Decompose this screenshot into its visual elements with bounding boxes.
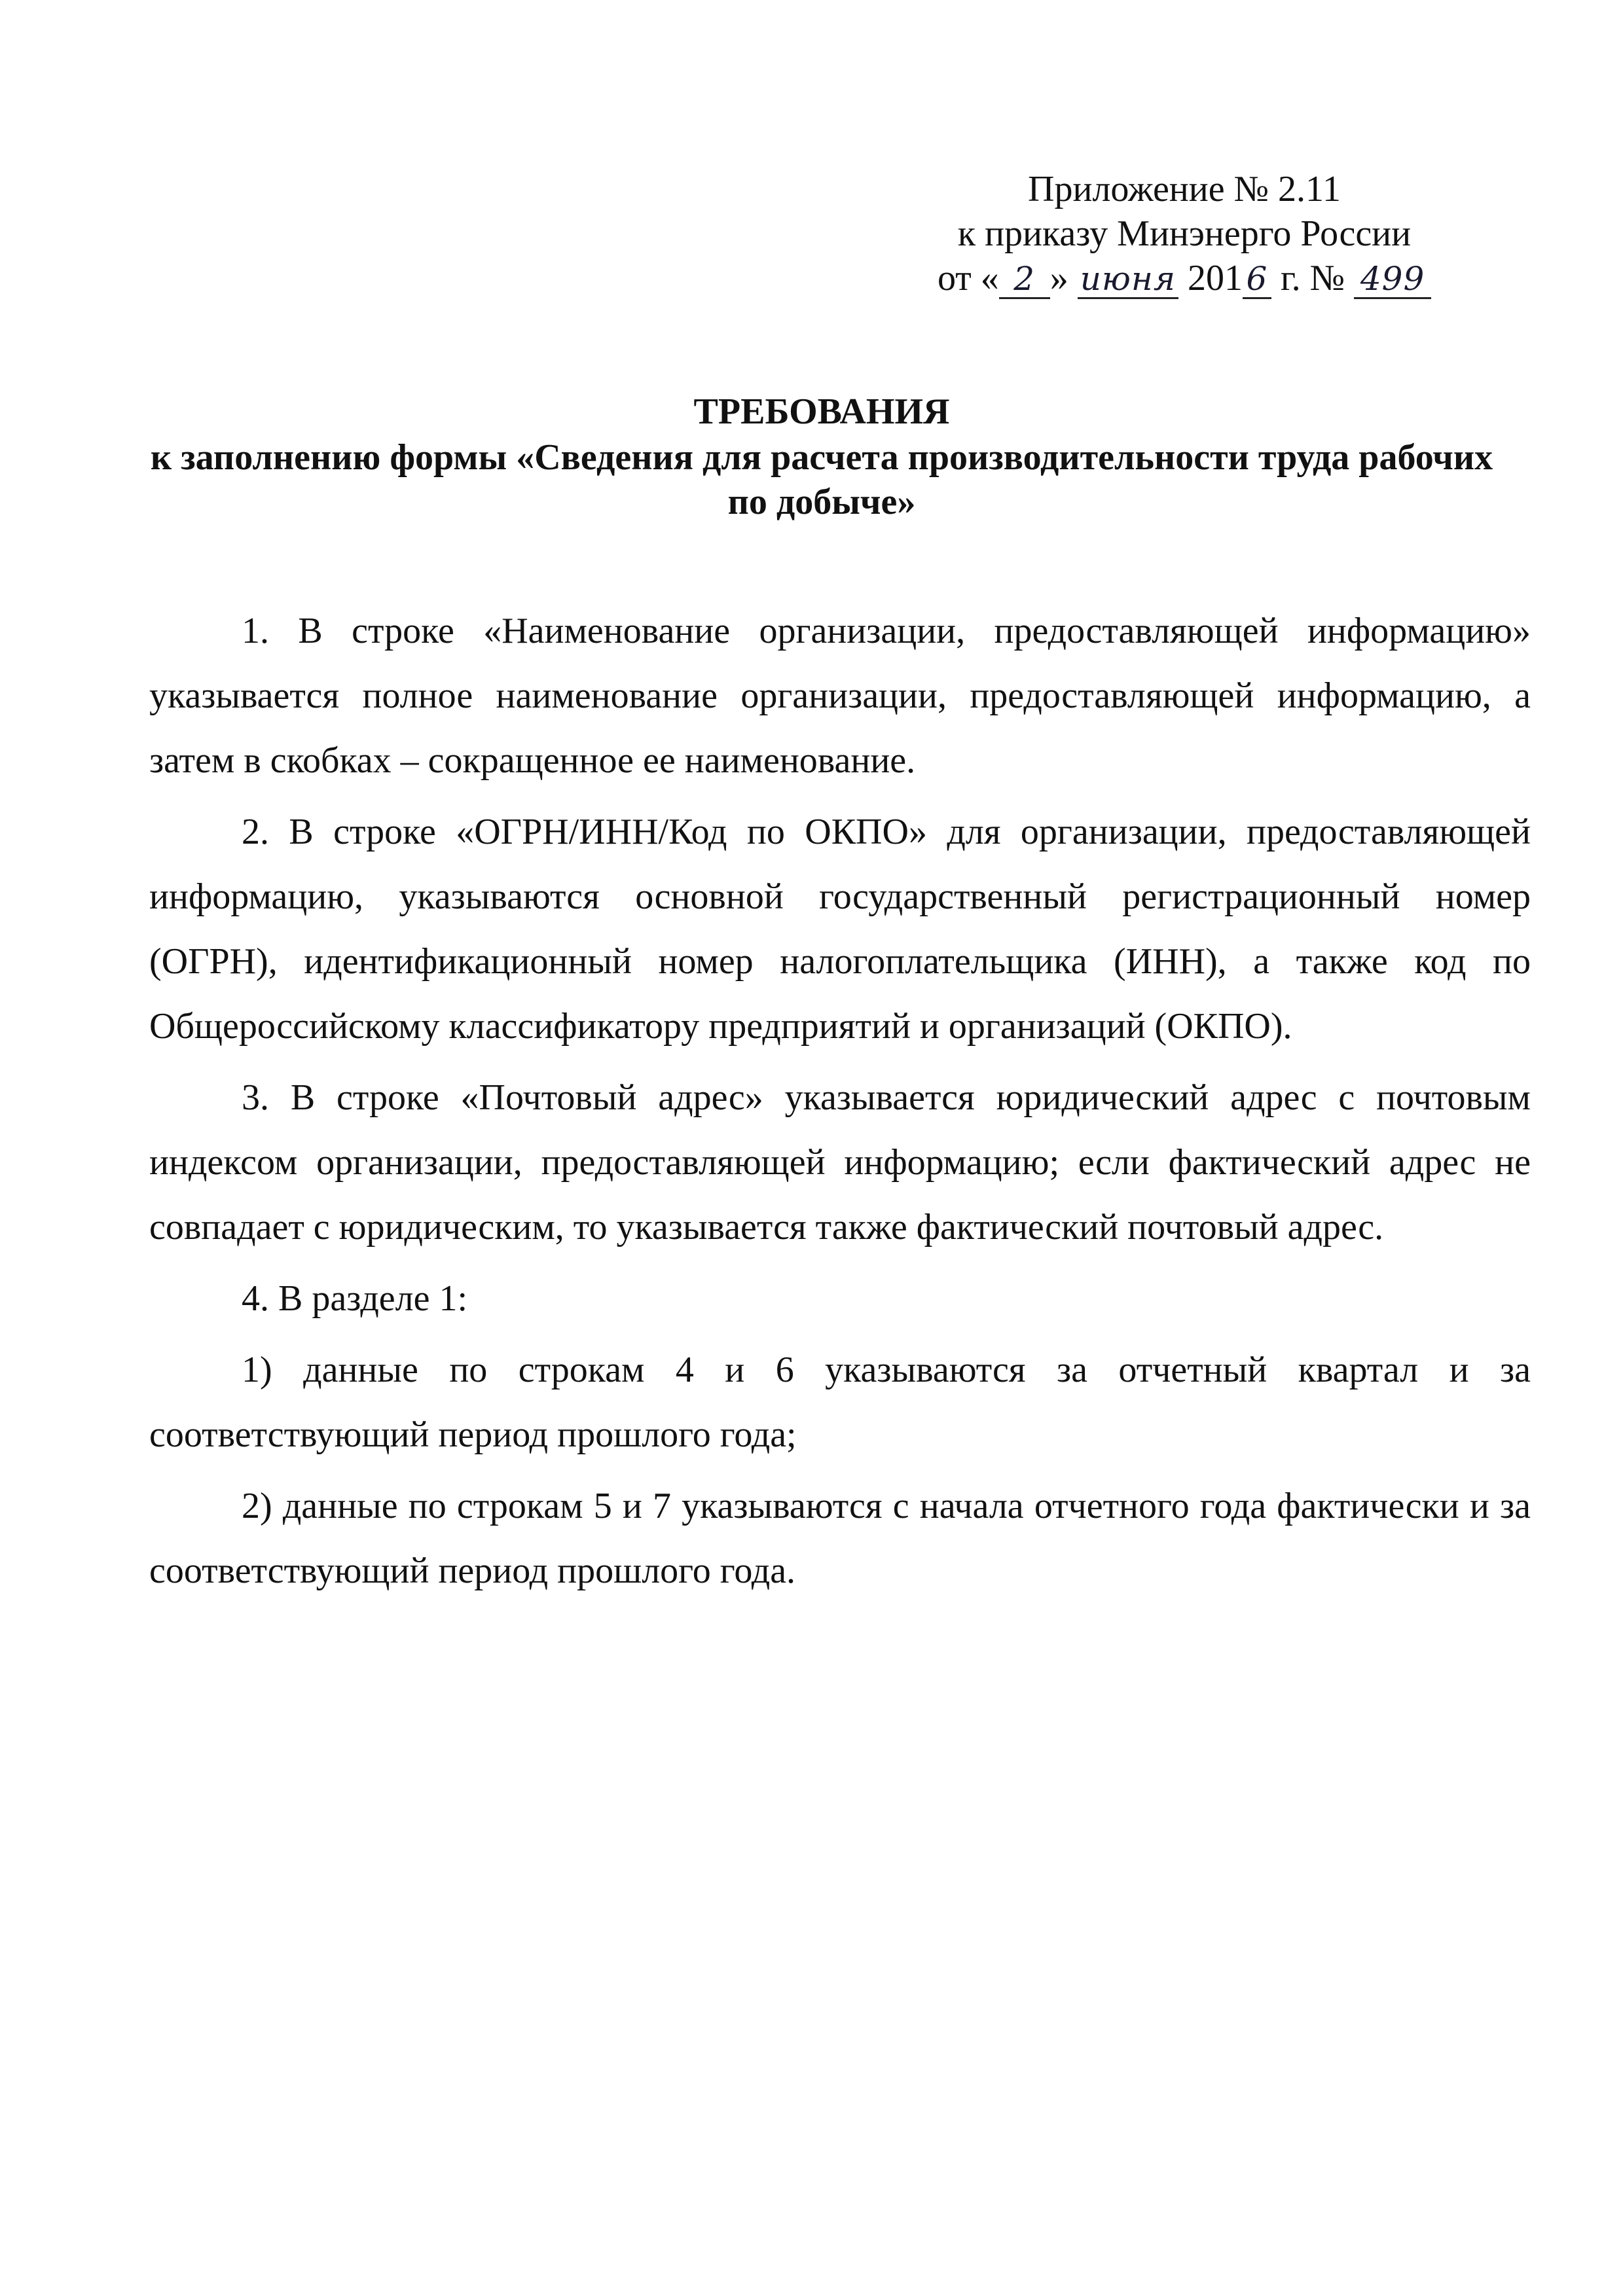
date-prefix: от « (937, 258, 999, 298)
date-month-handwritten: июня (1078, 260, 1178, 299)
paragraph-4-item-2: 2) данные по строкам 5 и 7 указываются с начала отчетного года фактически и за соответствующий период прошлого года. (149, 1486, 1531, 1591)
order-date-line (870, 256, 1499, 300)
title-heading: ТРЕБОВАНИЯ (693, 391, 950, 432)
date-day-handwritten: 2 (999, 260, 1050, 299)
document-title (131, 389, 1512, 524)
date-year-prefix: 201 (1187, 258, 1243, 298)
paragraph-4: 4. В разделе 1: (242, 1278, 468, 1319)
date-mid: » (1049, 258, 1068, 298)
title-subheading: к заполнению формы «Сведения для расчета производительности труда рабочих по добыче» (150, 437, 1493, 522)
document-body (149, 599, 1531, 1610)
appendix-number: Приложение № 2.11 (1028, 169, 1341, 209)
order-number-handwritten: 499 (1354, 260, 1431, 299)
paragraph-2: 2. В строке «ОГРН/ИНН/Код по ОКПО» для организации, предоставляющей информацию, указываются основной государственный регистрационный номер (ОГРН), идентификационный номер налогоплательщика (ИНН), а также код по Общероссийскому классификатору предприятий и организаций (ОКПО). (149, 812, 1531, 1047)
date-year-digit-handwritten: 6 (1243, 260, 1271, 299)
date-suffix: г. № (1280, 258, 1345, 298)
paragraph-1: 1. В строке «Наименование организации, предоставляющей информацию» указывается полное наименование организации, предоставляющей информацию, а затем в скобках – сокращенное ее наименование. (149, 611, 1531, 781)
paragraph-3: 3. В строке «Почтовый адрес» указывается юридический адрес с почтовым индексом организации, предоставляющей информацию; если фактический адрес не совпадает с юридическим, то указывается также фактический почтовый адрес. (149, 1077, 1531, 1247)
order-reference: к приказу Минэнерго России (957, 213, 1412, 254)
paragraph-4-item-1: 1) данные по строкам 4 и 6 указываются за отчетный квартал и за соответствующий период прошлого года; (149, 1350, 1531, 1455)
appendix-header (870, 167, 1499, 300)
